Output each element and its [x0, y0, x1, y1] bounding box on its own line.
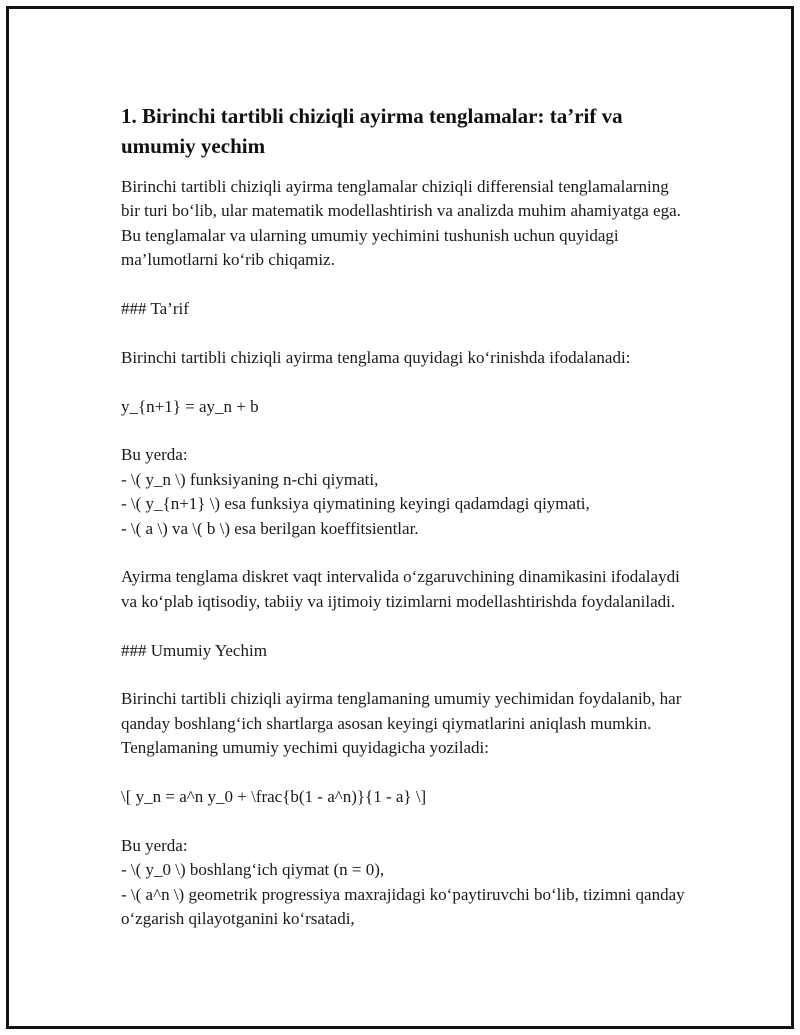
document-title: 1. Birinchi tartibli chiziqli ayirma tenglamalar: ta’rif va umumiy yechim: [121, 104, 623, 158]
equation-general-solution: \[ y_n = a^n y_0 + \frac{b(1 - a^n)}{1 - a} \]: [121, 787, 427, 807]
page-frame: [6, 6, 794, 1029]
list-item: - \( y_{n+1} \) esa funksiya qiymatining keyingi qadamdagi qiymati,: [121, 494, 590, 514]
list-item: - \( y_n \) funksiyaning n-chi qiymati,: [121, 469, 379, 489]
bu-yerda-label: Bu yerda:: [121, 445, 188, 465]
intro-paragraph: Birinchi tartibli chiziqli ayirma tenglamalar chiziqli differensial tenglamalarning bir turi bo‘lib, ular matematik modellashtirish va analizda muhim ahamiyatga ega. Bu tenglamalar va ularning umumiy yechimini tushunish uchun quyidagi ma’lumotlarni ko‘rib chiqamiz.: [121, 177, 681, 270]
definition-list-1: [121, 443, 691, 541]
heading-umumiy-yechim: ### Umumiy Yechim: [121, 640, 267, 660]
list-item: - \( y_0 \) boshlang‘ich qiymat (n = 0),: [121, 860, 385, 880]
heading-tarif: ### Ta’rif: [121, 299, 189, 319]
document-body: [121, 101, 691, 931]
yechim-paragraph: Birinchi tartibli chiziqli ayirma tenglamaning umumiy yechimidan foydalanib, har qanday boshlang‘ich shartlarga asosan keyingi qiymatlarini aniqlash mumkin. Tenglamaning umumiy yechimi quyidagicha yoziladi:: [121, 689, 682, 758]
definition-list-2: [121, 834, 691, 932]
list-item: - \( a^n \) geometrik progressiya maxrajidagi ko‘paytiruvchi bo‘lib, tizimni qanday o‘zgarish qilayotganini ko‘rsatadi,: [121, 884, 685, 929]
list-item: - \( a \) va \( b \) esa berilgan koeffitsientlar.: [121, 518, 419, 538]
equation-recurrence: y_{n+1} = ay_n + b: [121, 396, 259, 416]
tarif-paragraph: Birinchi tartibli chiziqli ayirma tenglama quyidagi ko‘rinishda ifodalanadi:: [121, 347, 631, 367]
bu-yerda-label: Bu yerda:: [121, 835, 188, 855]
dynamics-paragraph: Ayirma tenglama diskret vaqt intervalida o‘zgaruvchining dinamikasini ifodalaydi va ko‘plab iqtisodiy, tabiiy va ijtimoiy tizimlarni modellashtirishda foydalaniladi.: [121, 567, 680, 611]
